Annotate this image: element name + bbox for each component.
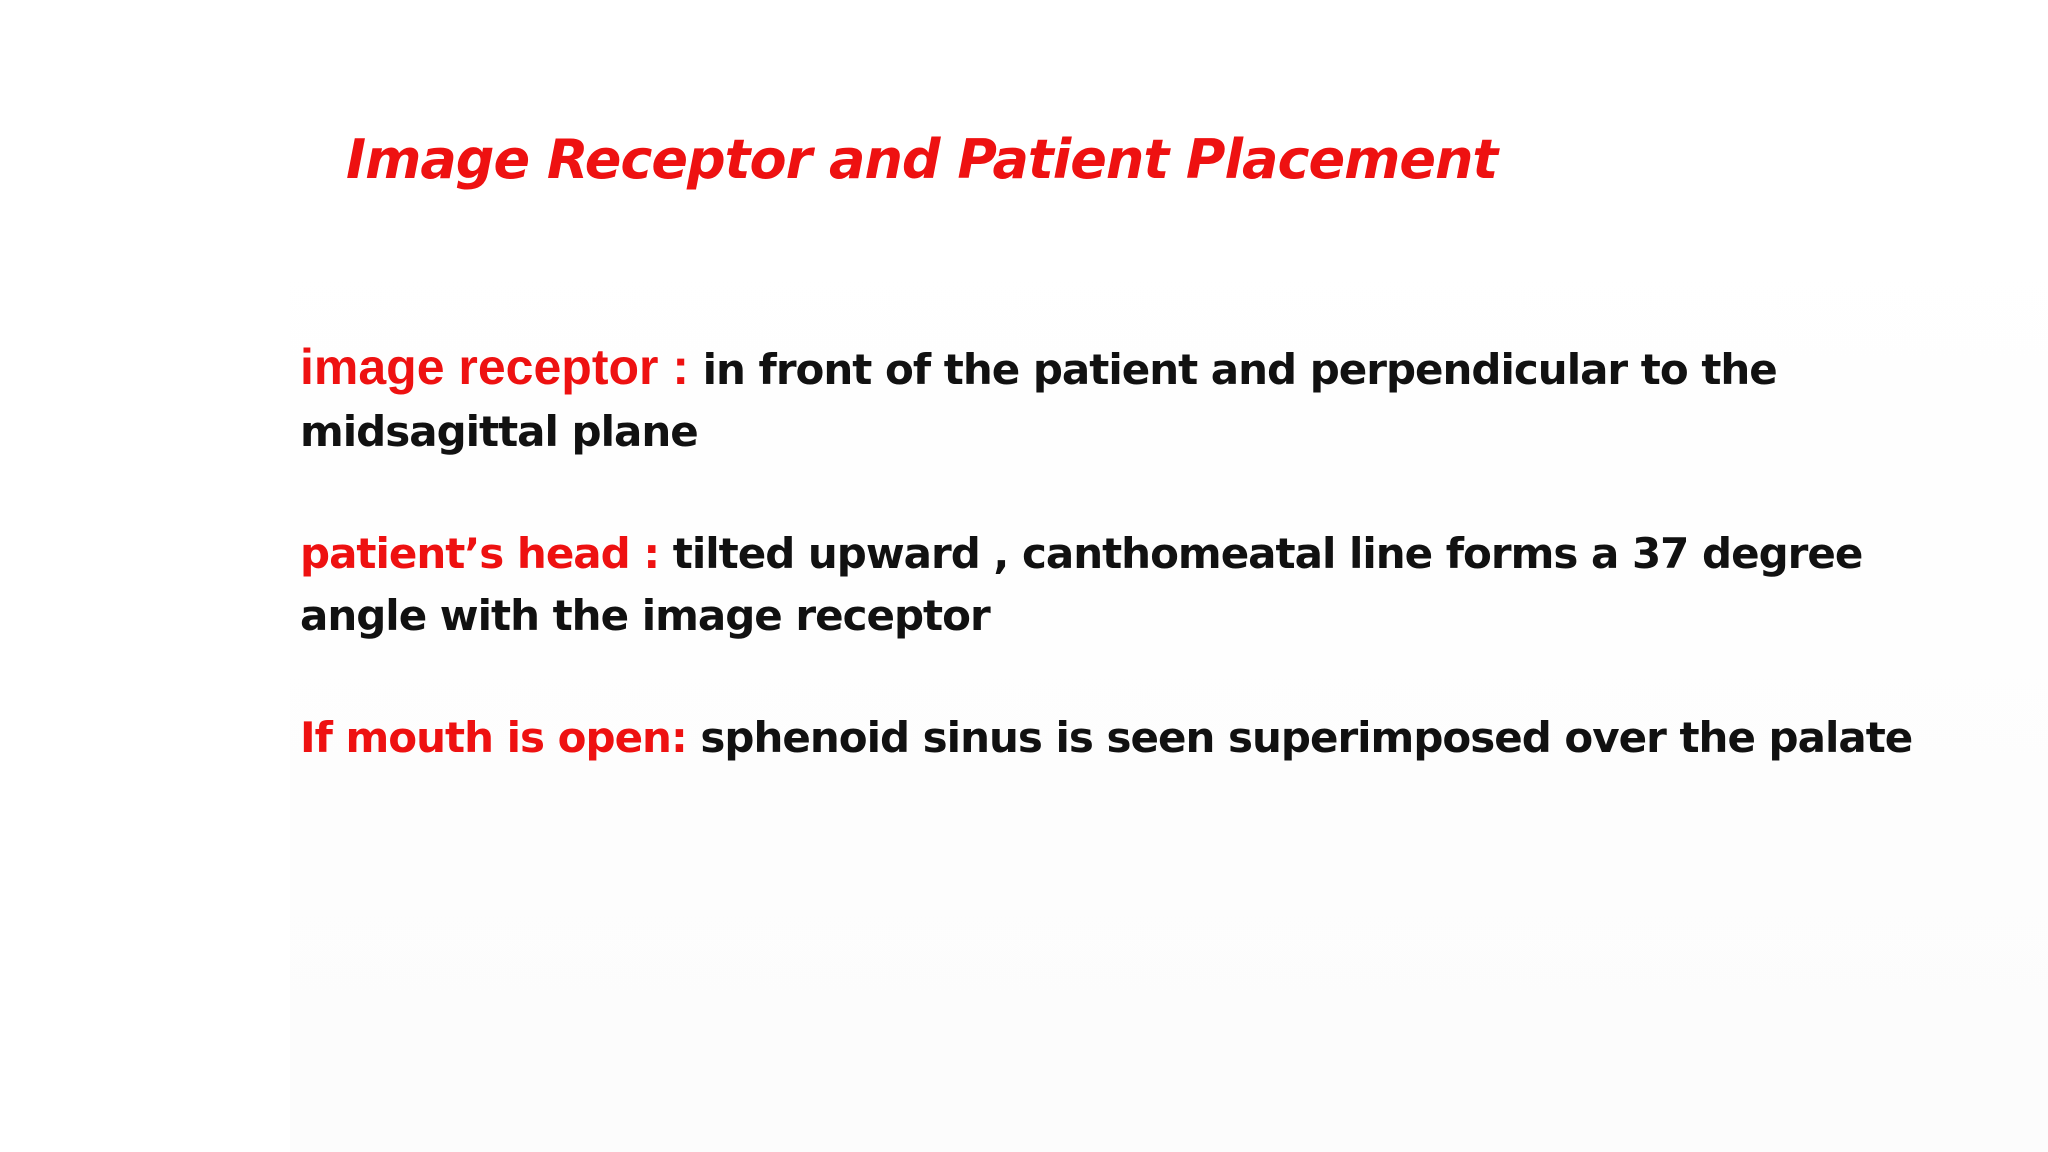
slide-content (300, 336, 1920, 769)
slide-title: Image Receptor and Patient Placement (346, 128, 1498, 191)
point-term: patient’s head : (300, 529, 660, 578)
point-text: tilted upward , canthomeatal line forms a 37 degree angle with the image receptor (300, 529, 1863, 640)
point-term: If mouth is open: (300, 713, 687, 762)
point-mouth-open (300, 707, 1920, 769)
point-image-receptor (300, 336, 1920, 463)
point-text: sphenoid sinus is seen superimposed over the palate (686, 713, 1913, 762)
point-text: in front of the patient and perpendicular to the midsagittal plane (300, 345, 1777, 456)
point-patient-head (300, 523, 1920, 647)
point-term: image receptor : (300, 339, 690, 395)
